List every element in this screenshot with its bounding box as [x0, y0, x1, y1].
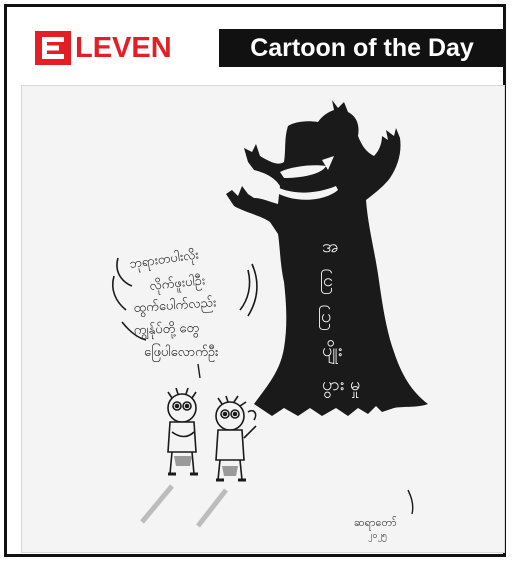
cartoon-panel: [21, 85, 505, 553]
logo-text: LEVEN: [75, 32, 172, 64]
speech-line-2: လိုက်ဖူးပါဦး: [148, 273, 206, 294]
artist-signature: [354, 490, 413, 542]
speech-bubble: [113, 246, 257, 378]
tree-text-3: ပြ: [318, 306, 332, 327]
speech-line-5: ဖြေပါလောက်ဦး: [144, 345, 219, 360]
logo-red-box: [35, 31, 71, 65]
figure-left: [168, 388, 198, 474]
logo-e-glyph: [42, 37, 64, 59]
tree-text-4: ပျိုး: [322, 340, 343, 361]
monster-body: [226, 100, 428, 416]
eleven-logo: [35, 31, 181, 65]
banner-title: Cartoon of the Day: [219, 29, 505, 67]
figure-shadows: [142, 486, 226, 526]
tree-text-1: အ: [322, 236, 339, 257]
signature-year: ၂၀၂၅: [368, 531, 387, 541]
speech-line-3: ထွက်ပေါက်လည်း: [133, 295, 217, 316]
speech-line-1: ဘုရားတပါးလိုး: [128, 247, 200, 272]
cartoon-frame: [4, 4, 506, 557]
cartoon-illustration: [22, 86, 504, 552]
tree-text-5: ပွား မှု: [322, 374, 361, 395]
tree-text-2: ငြ: [320, 270, 334, 291]
signature-name: ဆရာတော်: [354, 516, 397, 529]
monster-tree: [226, 100, 428, 416]
speech-line-4: ကျွန်ုပ်တို့ တွေ: [133, 320, 200, 338]
figure-right: [216, 396, 256, 480]
